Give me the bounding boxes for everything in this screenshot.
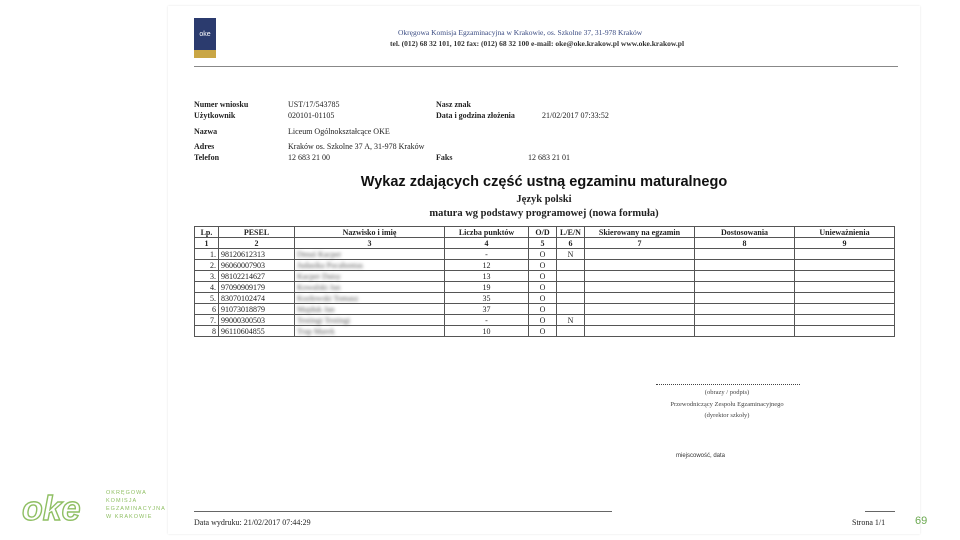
oke-header-logo xyxy=(194,18,216,58)
row-lp: 7. xyxy=(195,315,219,326)
table-header-row xyxy=(195,227,895,238)
header-name: Nazwisko i imię xyxy=(295,227,445,238)
row-pesel: 83070102474 xyxy=(219,293,295,304)
row-lp: 8 xyxy=(195,326,219,337)
row-dostosowania xyxy=(695,293,795,304)
row-name: Trap Marek xyxy=(295,326,445,337)
row-name: Judasika Pocahontas xyxy=(295,260,445,271)
row-uniewaznienia xyxy=(795,293,895,304)
table-row xyxy=(195,271,895,282)
row-skierowany xyxy=(585,304,695,315)
oke-logo xyxy=(18,484,168,528)
row-uniewaznienia xyxy=(795,304,895,315)
table-row xyxy=(195,293,895,304)
oke-logo-line-1: OKRĘGOWA xyxy=(106,490,147,496)
numer-value: UST/17/543785 xyxy=(288,100,340,109)
document-page xyxy=(168,6,920,534)
oke-logo-line-4: W KRAKOWIE xyxy=(106,514,153,520)
row-points: 13 xyxy=(445,271,529,282)
footer-divider xyxy=(194,511,612,512)
examinees-table xyxy=(194,226,895,337)
row-dostosowania xyxy=(695,271,795,282)
uzytkownik-value: 020101-01105 xyxy=(288,111,335,120)
row-dostosowania xyxy=(695,304,795,315)
table-row xyxy=(195,326,895,337)
row-uniewaznienia xyxy=(795,249,895,260)
table-row xyxy=(195,315,895,326)
row-len xyxy=(557,271,585,282)
signature-caption-1: (obrazy / podpis) xyxy=(704,389,750,396)
row-pesel: 99000300503 xyxy=(219,315,295,326)
row-od: O xyxy=(529,304,557,315)
telefon-label: Telefon xyxy=(194,153,220,162)
place-date-caption: miejscowość, data xyxy=(676,453,726,459)
col-number: 2 xyxy=(219,238,295,249)
row-uniewaznienia xyxy=(795,260,895,271)
table-row xyxy=(195,260,895,271)
row-name: Majduk Jan xyxy=(295,304,445,315)
row-len xyxy=(557,326,585,337)
faks-value: 12 683 21 01 xyxy=(528,153,570,162)
row-dostosowania xyxy=(695,326,795,337)
row-len: N xyxy=(557,249,585,260)
row-dostosowania xyxy=(695,260,795,271)
row-skierowany xyxy=(585,293,695,304)
row-od: O xyxy=(529,260,557,271)
header-dostosowania: Dostosowania xyxy=(695,227,795,238)
row-od: O xyxy=(529,293,557,304)
row-points: 19 xyxy=(445,282,529,293)
col-number: 6 xyxy=(557,238,585,249)
header-od: O/D xyxy=(529,227,557,238)
row-od: O xyxy=(529,326,557,337)
header-pesel: PESEL xyxy=(219,227,295,238)
row-dostosowania xyxy=(695,249,795,260)
adres-value: Kraków os. Szkolne 37 A, 31-978 Kraków xyxy=(288,142,425,151)
signature-line xyxy=(656,384,800,385)
oke-logo-line-3: EGZAMINACYJNA xyxy=(106,506,166,512)
row-skierowany xyxy=(585,249,695,260)
row-pesel: 96060007903 xyxy=(219,260,295,271)
header-points: Liczba punktów xyxy=(445,227,529,238)
row-points: - xyxy=(445,249,529,260)
col-number: 3 xyxy=(295,238,445,249)
header-skierowany: Skierowany na egzamin xyxy=(585,227,695,238)
row-dostosowania xyxy=(695,282,795,293)
footer-divider-right xyxy=(865,511,895,512)
telefon-value: 12 683 21 00 xyxy=(288,153,330,162)
numer-label: Numer wniosku xyxy=(194,100,249,109)
header-divider xyxy=(194,66,898,67)
row-skierowany xyxy=(585,260,695,271)
col-number: 4 xyxy=(445,238,529,249)
row-points: 37 xyxy=(445,304,529,315)
row-len: N xyxy=(557,315,585,326)
header-contact-line: tel. (012) 68 32 101, 102 fax: (012) 68 32 100 e-mail: oke@oke.krakow.pl www.oke.krakow.pl xyxy=(390,39,685,48)
col-number: 8 xyxy=(695,238,795,249)
row-pesel: 98120612313 xyxy=(219,249,295,260)
row-skierowany xyxy=(585,315,695,326)
faks-label: Faks xyxy=(436,153,453,162)
subject-title: Język polski xyxy=(516,194,572,205)
row-name: Kowalski Jan xyxy=(295,282,445,293)
row-name: Testingi Testingi xyxy=(295,315,445,326)
row-points: 35 xyxy=(445,293,529,304)
oke-logo-line-2: KOMISJA xyxy=(106,498,138,504)
row-od: O xyxy=(529,282,557,293)
data-zlozenia-value: 21/02/2017 07:33:52 xyxy=(542,111,609,120)
row-skierowany xyxy=(585,271,695,282)
row-od: O xyxy=(529,315,557,326)
row-lp: 4. xyxy=(195,282,219,293)
oke-logo-wordmark: oke xyxy=(22,490,81,528)
header-lp: Lp. xyxy=(195,227,219,238)
row-dostosowania xyxy=(695,315,795,326)
formula-title: matura wg podstawy programowej (nowa formuła) xyxy=(429,208,659,219)
row-len xyxy=(557,304,585,315)
row-name: Kozłowski Tomasz xyxy=(295,293,445,304)
row-name: Dmuś Kacper xyxy=(295,249,445,260)
data-zlozenia-label: Data i godzina złożenia xyxy=(436,111,515,120)
row-od: O xyxy=(529,271,557,282)
row-lp: 6 xyxy=(195,304,219,315)
table-row xyxy=(195,304,895,315)
document-title: Wykaz zdających część ustną egzaminu maturalnego xyxy=(360,174,728,190)
table-row xyxy=(195,249,895,260)
col-number: 7 xyxy=(585,238,695,249)
signature-caption-2: Przewodniczący Zespołu Egzaminacyjnego xyxy=(670,401,784,408)
logo-stripe xyxy=(194,50,216,58)
adres-label: Adres xyxy=(194,142,215,151)
row-points: 12 xyxy=(445,260,529,271)
print-date: Data wydruku: 21/02/2017 07:44:29 xyxy=(194,518,311,527)
nazwa-value: Liceum Ogólnokształcące OKE xyxy=(288,127,390,136)
table-number-row xyxy=(195,238,895,249)
nasz-znak-label: Nasz znak xyxy=(436,100,471,109)
row-uniewaznienia xyxy=(795,282,895,293)
signature-caption-3: (dyrektor szkoły) xyxy=(704,412,750,419)
row-name: Kacper Daisy xyxy=(295,271,445,282)
col-number: 1 xyxy=(195,238,219,249)
page-counter: Strona 1/1 xyxy=(852,518,886,527)
table-row xyxy=(195,282,895,293)
row-lp: 2. xyxy=(195,260,219,271)
nazwa-label: Nazwa xyxy=(194,127,218,136)
row-len xyxy=(557,282,585,293)
row-points: 10 xyxy=(445,326,529,337)
col-number: 9 xyxy=(795,238,895,249)
row-uniewaznienia xyxy=(795,326,895,337)
row-pesel: 91073018879 xyxy=(219,304,295,315)
row-lp: 5. xyxy=(195,293,219,304)
logo-text: oke xyxy=(199,31,211,38)
row-uniewaznienia xyxy=(795,271,895,282)
col-number: 5 xyxy=(529,238,557,249)
row-skierowany xyxy=(585,282,695,293)
row-len xyxy=(557,260,585,271)
row-lp: 3. xyxy=(195,271,219,282)
row-pesel: 98102214627 xyxy=(219,271,295,282)
row-lp: 1. xyxy=(195,249,219,260)
row-skierowany xyxy=(585,326,695,337)
row-pesel: 97090909179 xyxy=(219,282,295,293)
slide-number: 69 xyxy=(915,515,928,527)
header-uniewaznienia: Unieważnienia xyxy=(795,227,895,238)
row-od: O xyxy=(529,249,557,260)
row-points: - xyxy=(445,315,529,326)
row-uniewaznienia xyxy=(795,315,895,326)
row-len xyxy=(557,293,585,304)
header-len: L/E/N xyxy=(557,227,585,238)
uzytkownik-label: Użytkownik xyxy=(194,111,236,120)
row-pesel: 96110604855 xyxy=(219,326,295,337)
header-org-line: Okręgowa Komisja Egzaminacyjna w Krakowie, os. Szkolne 37, 31-978 Kraków xyxy=(398,28,643,37)
